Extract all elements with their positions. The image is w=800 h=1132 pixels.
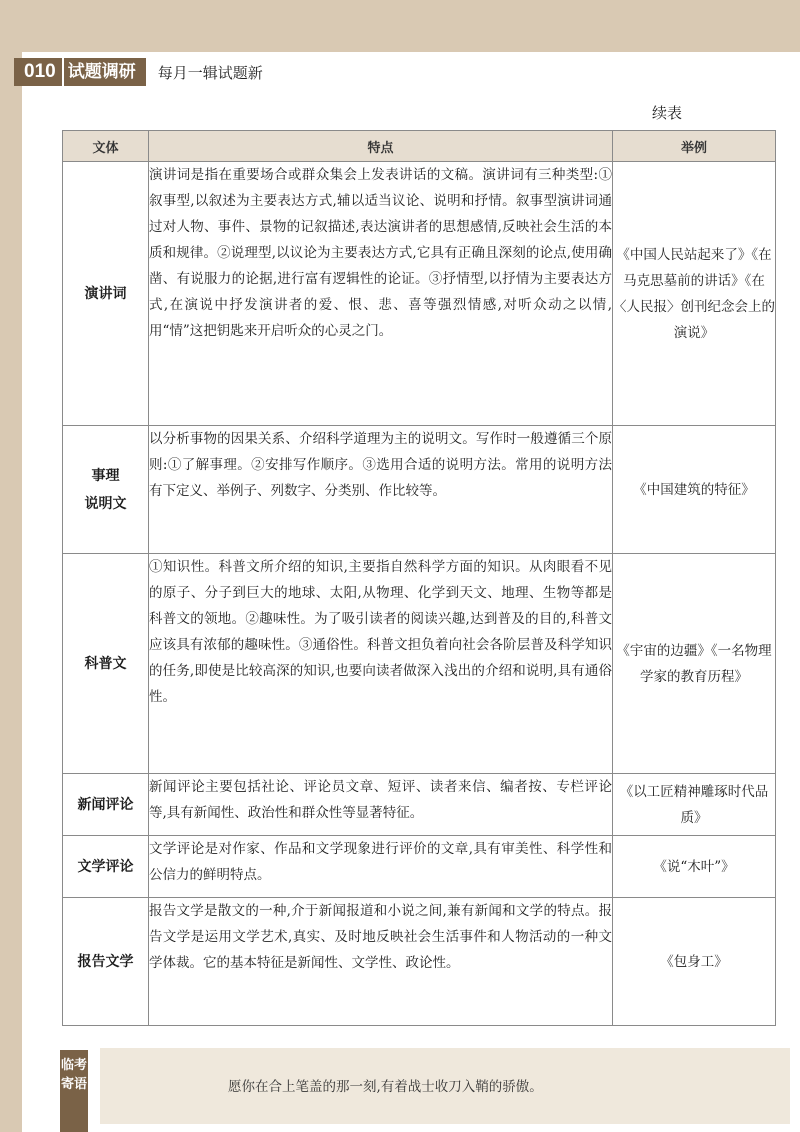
examples-cell: 《中国建筑的特征》: [613, 426, 776, 554]
features-cell: 演讲词是指在重要场合或群众集会上发表讲话的文稿。演讲词有三种类型:①叙事型,以叙述为主要表达方式,辅以适当议论、说明和抒情。叙事型演讲词通过对人物、事件、景物的记叙描述,表达演讲者的思想感情,反映社会生活的本质和规律。②说理型,以议论为主要表达方式,它具有正确且深刻的论点,使用确凿、有说服力的论据,进行富有逻辑性的论证。③抒情型,以抒情为主要表达方式,在演说中抒发演讲者的爱、恨、悲、喜等强烈情感,对听众动之以情,用“情”这把钥匙来开启听众的心灵之门。: [149, 162, 613, 426]
examples-cell: 《中国人民站起来了》《在马克思墓前的讲话》《在〈人民报〉创刊纪念会上的演说》: [613, 162, 776, 426]
page-top-edge: [0, 0, 800, 52]
footer-quote: 愿你在合上笔盖的那一刻,有着战士收刀入鞘的骄傲。: [228, 1079, 543, 1095]
features-cell: ①知识性。科普文所介绍的知识,主要指自然科学方面的知识。从肉眼看不见的原子、分子到巨大的地球、太阳,从物理、化学到天文、地理、生物等都是科普文的领地。②趣味性。为了吸引读者的阅读兴趣,达到普及的目的,科普文应该具有浓郁的趣味性。③通俗性。科普文担负着向社会各阶层普及科学知识的任务,即使是比较高深的知识,也要向读者做深入浅出的介绍和说明,具有通俗性。: [149, 554, 613, 774]
table-row: [63, 426, 776, 554]
table-header-row: [63, 131, 776, 162]
continued-label: 续表: [652, 104, 683, 122]
features-cell: 文学评论是对作家、作品和文学现象进行评价的文章,具有审美性、科学性和公信力的鲜明特点。: [149, 836, 613, 898]
genre-cell: 事理 说明文: [63, 426, 149, 554]
genre-cell: 新闻评论: [63, 774, 149, 836]
genre-cell: 报告文学: [63, 898, 149, 1026]
genre-cell: 科普文: [63, 554, 149, 774]
examples-cell: 《以工匠精神雕琢时代品质》: [613, 774, 776, 836]
page-number: 010: [14, 58, 62, 86]
column-header-genre: 文体: [63, 131, 149, 162]
features-cell: 报告文学是散文的一种,介于新闻报道和小说之间,兼有新闻和文学的特点。报告文学是运用文学艺术,真实、及时地反映社会生活事件和人物活动的一种文学体裁。它的基本特征是新闻性、文学性、政论性。: [149, 898, 613, 1026]
table-row: [63, 162, 776, 426]
genre-cell: 文学评论: [63, 836, 149, 898]
examples-cell: 《说“木叶”》: [613, 836, 776, 898]
page-header: [14, 58, 263, 86]
table-row: [63, 774, 776, 836]
side-tab-label: 临考寄语: [60, 1050, 88, 1132]
examples-cell: 《宇宙的边疆》《一名物理学家的教育历程》: [613, 554, 776, 774]
table-row: [63, 554, 776, 774]
examples-cell: 《包身工》: [613, 898, 776, 1026]
features-cell: 新闻评论主要包括社论、评论员文章、短评、读者来信、编者按、专栏评论等,具有新闻性、政治性和群众性等显著特征。: [149, 774, 613, 836]
features-cell: 以分析事物的因果关系、介绍科学道理为主的说明文。写作时一般遵循三个原则:①了解事理。②安排写作顺序。③选用合适的说明方法。常用的说明方法有下定义、举例子、列数字、分类别、作比较等。: [149, 426, 613, 554]
column-header-examples: 举例: [613, 131, 776, 162]
table-row: [63, 898, 776, 1026]
table-row: [63, 836, 776, 898]
header-slogan: 每月一辑试题新: [157, 63, 263, 82]
genre-cell: 演讲词: [63, 162, 149, 426]
page-left-edge: [0, 0, 22, 1132]
section-name: 试题调研: [62, 58, 146, 86]
column-header-features: 特点: [149, 131, 613, 162]
genre-table: [62, 130, 776, 1026]
